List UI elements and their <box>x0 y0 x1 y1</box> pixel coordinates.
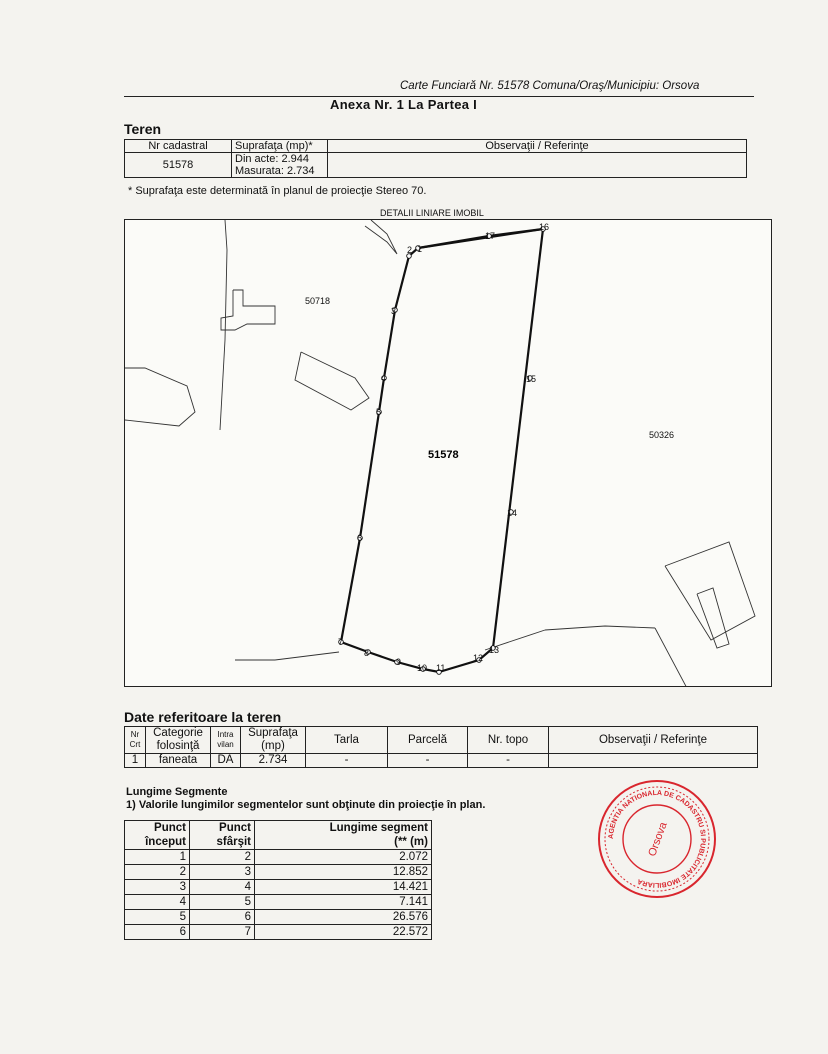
segment-start: 2 <box>125 865 190 880</box>
segment-row <box>125 880 432 895</box>
suprafata-value <box>232 153 328 178</box>
segment-row <box>125 895 432 910</box>
date-teren-heading: Date referitoare la teren <box>124 709 282 725</box>
segment-len: 26.576 <box>255 910 432 925</box>
point-8: 8 <box>364 648 370 658</box>
point-16: 16 <box>539 222 550 232</box>
segment-end: 7 <box>190 925 255 940</box>
parcel-east-label: 50326 <box>649 430 675 440</box>
col-categorie: Categorie folosinţă <box>146 727 211 754</box>
lungime-heading: Lungime Segmente <box>126 786 228 798</box>
stereo-note: * Suprafaţa este determinată în planul de proiecţie Stereo 70. <box>128 185 427 197</box>
segment-len: 7.141 <box>255 895 432 910</box>
col-suprafata: Suprafaţa (mp)* <box>232 140 328 153</box>
date-teren-table <box>124 726 758 768</box>
col-observatii: Observaţii / Referinţe <box>328 140 747 153</box>
cell-categorie: faneata <box>146 754 211 768</box>
cell-nr: 1 <box>125 754 146 768</box>
segment-start: 4 <box>125 895 190 910</box>
cadastral-value: 51578 <box>125 153 232 178</box>
parcel-map <box>124 219 772 687</box>
point-15: 15 <box>526 374 537 384</box>
teren-heading: Teren <box>124 121 162 137</box>
point-4: 4 <box>381 373 387 383</box>
document-header: Carte Funciară Nr. 51578 Comuna/Oraş/Municipiu: Orsova <box>400 80 700 92</box>
stamp-ring-text: AGENTIA NATIONALA DE CADASTRU SI PUBLICITATE IMOBILIARA <box>607 789 707 889</box>
segment-rows <box>125 850 432 940</box>
parcel-west-label: 50718 <box>305 296 331 306</box>
cell-observatii <box>549 754 758 768</box>
map-caption: DETALII LINIARE IMOBIL <box>380 208 484 218</box>
segment-row <box>125 865 432 880</box>
point-6: 6 <box>357 533 363 543</box>
col-suprafata-mp: Suprafaţa (mp) <box>241 727 306 754</box>
masurata: Masurata: 2.734 <box>235 165 315 177</box>
segment-row <box>125 925 432 940</box>
point-10: 10 <box>417 663 428 673</box>
col-observatii-teren: Observaţii / Referinţe <box>549 727 758 754</box>
cell-intravilan: DA <box>211 754 241 768</box>
segment-end: 2 <box>190 850 255 865</box>
col-parcela: Parcelă <box>388 727 468 754</box>
col-punct-inceput: Punct început <box>125 821 190 850</box>
segment-end: 5 <box>190 895 255 910</box>
segment-row <box>125 850 432 865</box>
segment-start: 3 <box>125 880 190 895</box>
annex-title: Anexa Nr. 1 La Partea I <box>330 97 478 112</box>
col-tarla: Tarla <box>306 727 388 754</box>
point-3: 3 <box>391 306 397 316</box>
segment-end: 3 <box>190 865 255 880</box>
cell-suprafata: 2.734 <box>241 754 306 768</box>
col-lungime-title: Lungime segment <box>329 822 428 834</box>
stamp-center-text: Orsova <box>646 820 670 859</box>
parcel-map-svg <box>125 220 771 686</box>
point-1: 1 <box>417 244 423 254</box>
point-5: 5 <box>376 407 382 417</box>
point-2: 2 <box>407 245 413 255</box>
parcel-main-label: 51578 <box>428 449 459 461</box>
cell-parcela: - <box>388 754 468 768</box>
segment-row <box>125 910 432 925</box>
point-17: 17 <box>485 231 496 241</box>
col-nr-topo: Nr. topo <box>468 727 549 754</box>
point-11: 11 <box>436 663 446 673</box>
segment-len: 2.072 <box>255 850 432 865</box>
point-7: 7 <box>338 637 344 647</box>
col-cadastral: Nr cadastral <box>125 140 232 153</box>
din-acte: Din acte: 2.944 <box>235 153 309 165</box>
teren-table <box>124 139 747 178</box>
segment-len: 22.572 <box>255 925 432 940</box>
col-intravilan: Intra vilan <box>211 727 241 754</box>
col-lungime-unit: (** (m) <box>394 836 428 848</box>
lungime-subheading: 1) Valorile lungimilor segmentelor sunt obţinute din proiecţie în plan. <box>126 799 486 811</box>
official-stamp <box>594 776 720 902</box>
point-14: 14 <box>507 508 518 518</box>
segment-start: 5 <box>125 910 190 925</box>
col-lungime <box>255 821 432 850</box>
point-12: 12 <box>473 653 484 663</box>
segment-end: 6 <box>190 910 255 925</box>
segment-end: 4 <box>190 880 255 895</box>
point-13: 13 <box>489 645 500 655</box>
col-nr-crt: Nr Crt <box>125 727 146 754</box>
segment-len: 14.421 <box>255 880 432 895</box>
observatii-value <box>328 153 747 178</box>
cell-tarla: - <box>306 754 388 768</box>
segment-start: 1 <box>125 850 190 865</box>
segment-start: 6 <box>125 925 190 940</box>
col-punct-sfarsit: Punct sfârşit <box>190 821 255 850</box>
segment-table <box>124 820 432 940</box>
point-9: 9 <box>396 657 402 667</box>
cell-nr-topo: - <box>468 754 549 768</box>
lungime-heading-block <box>126 786 485 812</box>
segment-len: 12.852 <box>255 865 432 880</box>
